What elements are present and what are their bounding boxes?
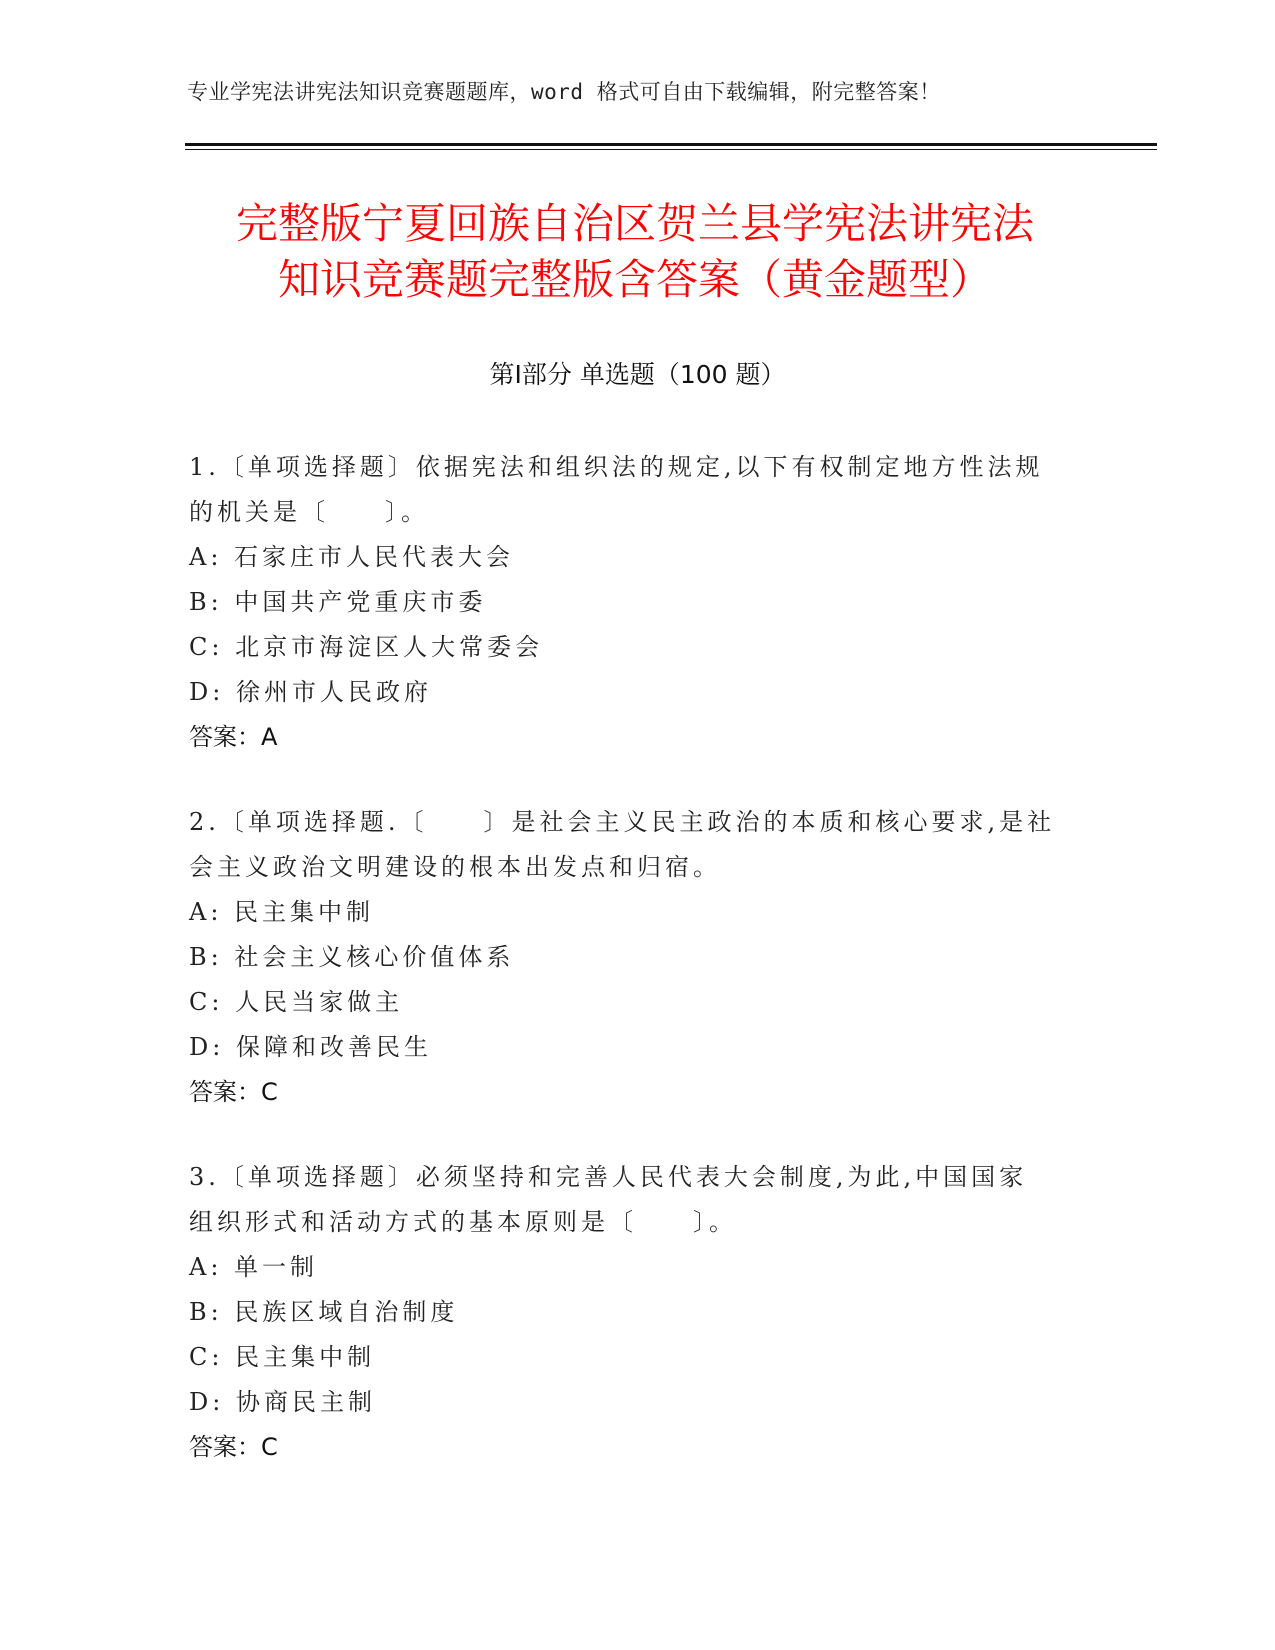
option-c: C: 民主集中制 [189,1343,376,1371]
question-2 [189,800,1089,1115]
section-title: 第Ⅰ部分 单选题（100 题） [489,360,786,389]
question-stem-line: 会主义政治文明建设的根本出发点和归宿。 [189,853,721,881]
question-1 [189,445,1089,760]
option-b: B: 社会主义核心价值体系 [189,943,515,971]
document-title-line-1: 完整版宁夏回族自治区贺兰县学宪法讲宪法 [235,199,1034,248]
answer: 答案：C [189,1078,278,1106]
answer: 答案：C [189,1433,278,1461]
option-a: A: 单一制 [189,1253,319,1281]
option-b: B: 中国共产党重庆市委 [189,588,487,616]
answer: 答案：A [189,723,278,751]
option-d: D: 保障和改善民生 [189,1033,432,1061]
question-stem-line: 组织形式和活动方式的基本原则是〔 〕。 [189,1208,737,1236]
option-c: C: 人民当家做主 [189,988,404,1016]
question-stem-line: 1.〔单项选择题〕依据宪法和组织法的规定,以下有权制定地方性法规 [189,453,1044,481]
document-title [185,196,1085,308]
option-a: A: 石家庄市人民代表大会 [189,543,515,571]
header-rule-thick [185,143,1157,146]
option-d: D: 徐州市人民政府 [189,678,432,706]
option-a: A: 民主集中制 [189,898,375,926]
document-title-line-2: 知识竞赛题完整版含答案（黄金题型） [277,255,992,304]
question-stem-line: 的机关是〔 〕。 [189,498,429,526]
question-3 [189,1155,1089,1470]
header-rule-thin [185,149,1157,150]
question-stem-line: 2.〔单项选择题.〔 〕是社会主义民主政治的本质和核心要求,是社 [189,808,1056,836]
question-list [189,445,1089,1510]
question-stem-line: 3.〔单项选择题〕必须坚持和完善人民代表大会制度,为此,中国国家 [189,1163,1028,1191]
option-d: D: 协商民主制 [189,1388,376,1416]
header-note: 专业学宪法讲宪法知识竞赛题题库，word 格式可自由下载编辑，附完整答案！ [187,80,941,104]
option-c: C: 北京市海淀区人大常委会 [189,633,544,661]
option-b: B: 民族区域自治制度 [189,1298,459,1326]
